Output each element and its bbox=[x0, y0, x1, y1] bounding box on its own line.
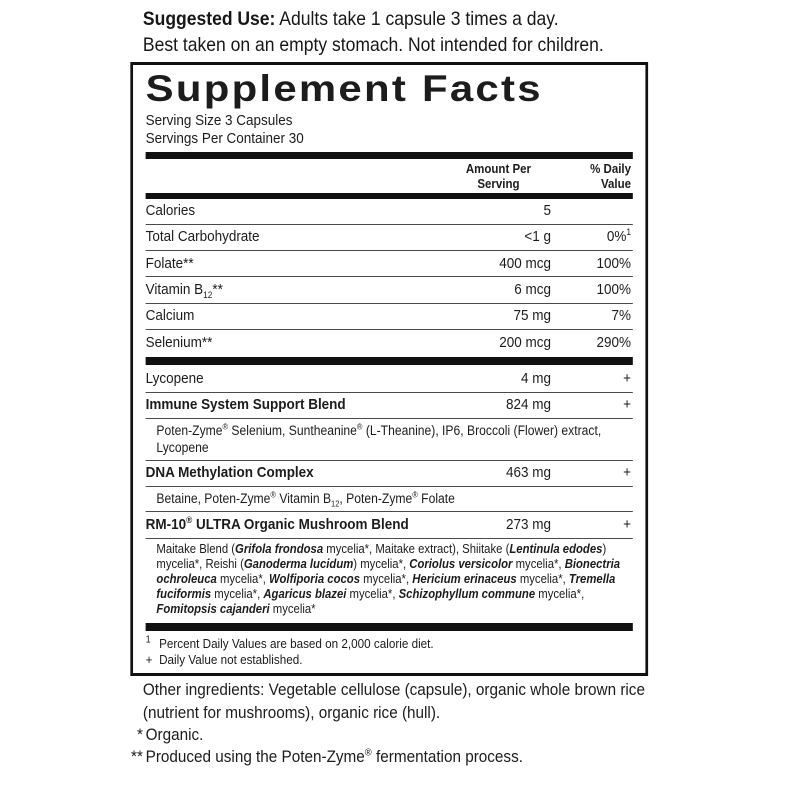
panel-footnotes bbox=[146, 632, 633, 668]
column-header-amount: Amount Per Serving bbox=[465, 161, 532, 191]
row-amount: 273 mg bbox=[506, 515, 552, 533]
other-ingredients: Other ingredients: Vegetable cellulose (capsule), organic whole brown rice (nutrient for mushrooms), organic rice (hull). bbox=[142, 680, 645, 722]
row-amount: 463 mg bbox=[506, 464, 552, 482]
row-amount: <1 g bbox=[524, 228, 552, 246]
row-name: DNA Methylation Complex bbox=[145, 464, 314, 482]
row-amount: 5 bbox=[543, 202, 552, 220]
table-row bbox=[146, 224, 633, 250]
row-amount: 75 mg bbox=[513, 307, 552, 325]
row-name: Immune System Support Blend bbox=[145, 396, 346, 414]
suggested-use-line2: Best taken on an empty stomach. Not intended for children. bbox=[142, 33, 604, 56]
row-name: Lycopene bbox=[145, 369, 204, 387]
row-daily-value bbox=[551, 203, 633, 220]
table-row bbox=[146, 199, 633, 224]
table-row bbox=[146, 366, 633, 391]
footnote-text: Percent Daily Values are based on 2,000 calorie diet. bbox=[159, 636, 434, 652]
row-name: Folate** bbox=[145, 254, 194, 272]
supplement-facts-panel bbox=[130, 62, 648, 676]
asterisk-note-text: Produced using the Poten-Zyme® fermentation process. bbox=[145, 746, 523, 767]
suggested-use-text bbox=[143, 7, 700, 59]
ingredient-list: Poten-Zyme® Selenium, Suntheanine® (L-Theanine), IP6, Broccoli (Flower) extract, Lycopene bbox=[146, 418, 633, 460]
row-daily-value: + bbox=[623, 369, 632, 387]
row-daily-value: + bbox=[623, 464, 632, 482]
row-daily-value: 290% bbox=[596, 333, 632, 351]
table-row bbox=[146, 460, 633, 486]
thick-divider bbox=[146, 623, 633, 631]
row-amount: 824 mg bbox=[506, 396, 552, 414]
column-header-spacer bbox=[146, 162, 446, 190]
row-daily-value: 100% bbox=[596, 280, 632, 298]
table-row bbox=[146, 511, 633, 537]
row-amount: 6 mcg bbox=[514, 280, 552, 298]
footnote bbox=[146, 652, 633, 668]
row-daily-value: 7% bbox=[611, 307, 632, 325]
row-daily-value: + bbox=[623, 396, 632, 414]
footnote-text: Daily Value not established. bbox=[159, 652, 303, 668]
thick-divider bbox=[146, 357, 633, 365]
suggested-use-line1 bbox=[143, 7, 700, 33]
row-amount: 400 mcg bbox=[499, 254, 552, 272]
row-name: Total Carbohydrate bbox=[145, 228, 260, 246]
asterisk-note-symbol: * bbox=[136, 725, 143, 744]
suggested-use-body: Adults take 1 capsule 3 times a day. bbox=[279, 8, 559, 30]
row-name: Vitamin $B_{12}**$ bbox=[145, 280, 223, 300]
row-name: Calories bbox=[145, 202, 196, 220]
facts-table bbox=[146, 199, 633, 632]
row-daily-value: + bbox=[623, 515, 632, 533]
row-amount: 200 mcg bbox=[499, 333, 552, 351]
row-name: Selenium** bbox=[145, 333, 213, 351]
table-row bbox=[146, 392, 633, 418]
row-name: Calcium bbox=[145, 307, 195, 325]
row-amount: 4 mg bbox=[521, 369, 552, 387]
bottom-notes bbox=[120, 724, 659, 769]
row-name: RM-10® ULTRA Organic Mushroom Blend bbox=[145, 514, 409, 533]
asterisk-note bbox=[120, 746, 659, 768]
column-header-row bbox=[146, 159, 633, 192]
column-header-dv: % Daily Value bbox=[590, 161, 632, 191]
table-row bbox=[146, 303, 633, 329]
panel-title: Supplement Facts bbox=[145, 68, 543, 109]
table-row bbox=[146, 250, 633, 276]
ingredient-list: Maitake Blend (Grifola frondosa mycelia*, Maitake extract), Shiitake (Lentinula edodes) mycelia*, Reishi (Ganoderma lucidum) mycelia*, Coriolus versicolor mycelia*, Bionectria ochroleuca mycelia*, Wolfiporia cocos mycelia*, Hericium erinaceus mycelia*, Tremella fuciformis mycelia*, Agaricus blazei mycelia*, Schizophyllum commune mycelia*, Fomitopsis cajanderi mycelia* bbox=[146, 538, 633, 622]
suggested-use-label: Suggested Use: bbox=[142, 8, 276, 30]
ingredient-list: Betaine, Poten-Zyme® Vitamin $B_{12}$, Poten-Zyme® Folate bbox=[146, 486, 633, 511]
asterisk-note bbox=[120, 724, 659, 746]
asterisk-note-symbol: ** bbox=[131, 747, 143, 767]
footnote bbox=[146, 636, 633, 652]
row-daily-value: 100% bbox=[596, 254, 632, 272]
serving-size: Serving Size 3 Capsules bbox=[145, 111, 293, 129]
footnote-symbol: + bbox=[145, 652, 153, 668]
footnote-symbol: 1 bbox=[145, 634, 151, 646]
thick-divider-top bbox=[146, 152, 633, 159]
table-row bbox=[146, 329, 633, 355]
table-row bbox=[146, 276, 633, 302]
row-daily-value: 0%$^1$ bbox=[606, 227, 632, 246]
servings-per-container: Servings Per Container 30 bbox=[145, 130, 304, 148]
asterisk-note-text: Organic. bbox=[145, 725, 204, 744]
